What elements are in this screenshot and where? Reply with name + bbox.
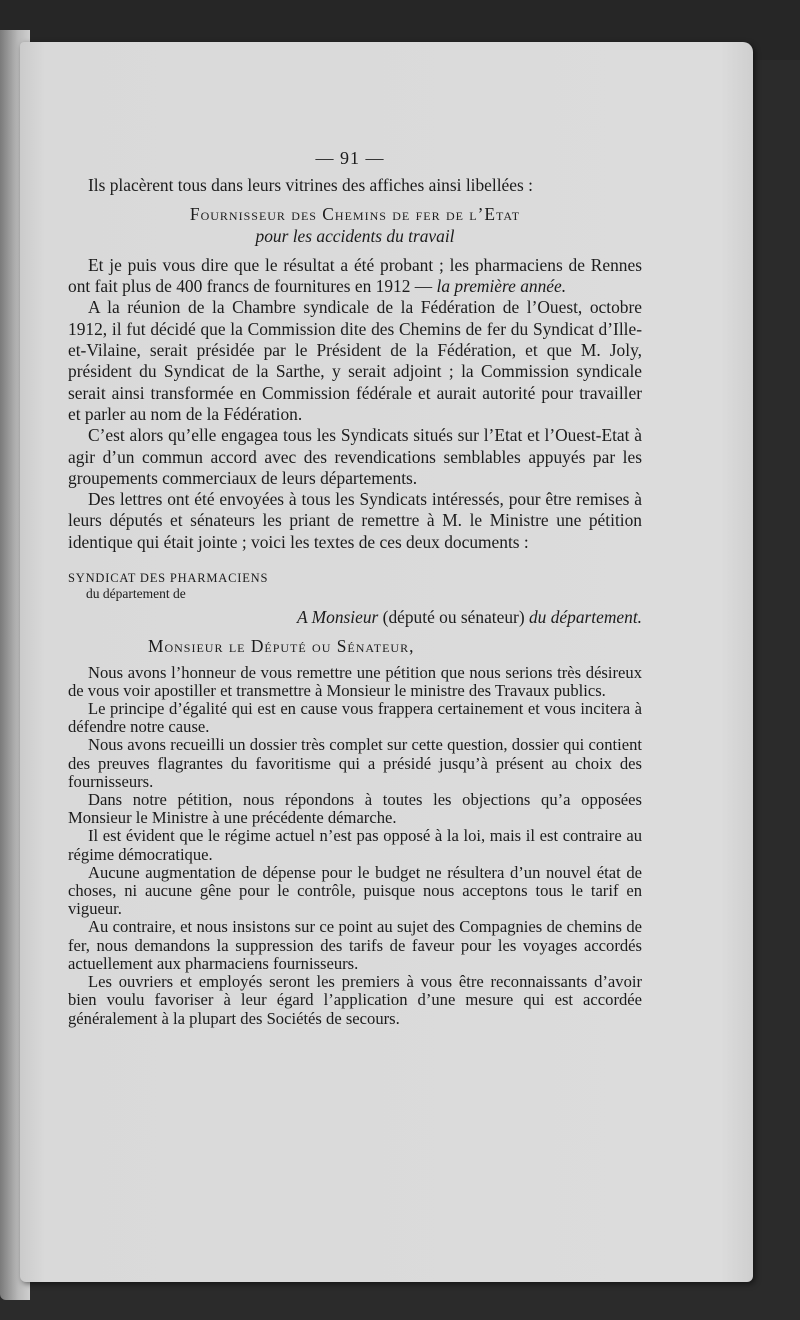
sign-heading: Fournisseur des Chemins de fer de l’Etat bbox=[189, 204, 521, 225]
letter-paragraph: Au contraire, et nous insistons sur ce point au sujet des Compagnies de chemins de fer, nous demandons la suppression des tarifs de faveur pour les voyages accordés actuellement aux pharmaciens fournisseurs. bbox=[68, 917, 642, 973]
letter-address bbox=[68, 607, 642, 628]
letter-salutation: Monsieur le Député ou Sénateur, bbox=[148, 636, 415, 657]
letter-sender bbox=[68, 571, 642, 601]
address-department: du département. bbox=[528, 607, 642, 628]
paragraph-letters: Des lettres ont été envoyées à tous les Syndicats intéressés, pour être remises à leurs députés et sénateurs les priant de remettre à M. le Ministre une pétition identique qui était jointe ; voici les textes de ces deux documents : bbox=[68, 489, 642, 552]
paragraph-meeting: A la réunion de la Chambre syndicale de la Fédération de l’Ouest, octobre 1912, il fut décidé que la Commission dite des Chemins de fer du Syndicat d’Ille-et-Vilaine, serait présidée par le Président de la Fédération, et que M. Joly, président du Syndicat de la Sarthe, y serait adjoint ; la Commission syndicale serait ainsi transformée en Commission fédérale et aurait autorité pour travailler et parler au nom de la Fédération. bbox=[68, 297, 642, 424]
book-page bbox=[20, 42, 753, 1282]
letter-paragraph: Le principe d’égalité qui est en cause vous frappera certainement et vous incitera à défendre notre cause. bbox=[68, 699, 642, 737]
paragraph-result-text: Et je puis vous dire que le résultat a été probant ; les pharmaciens de Rennes ont fait plus de 400 francs de fournitures en 1912 — bbox=[68, 254, 642, 297]
letter-paragraph: Il est évident que le régime actuel n’est pas opposé à la loi, mais il est contraire au régime démocratique. bbox=[68, 826, 642, 864]
letter-paragraph: Aucune augmentation de dépense pour le budget ne résultera d’un nouvel état de choses, ni aucune gêne pour le contrôle, puisque nous acceptons tous le tarif en vigueur. bbox=[68, 862, 642, 919]
letter-body bbox=[68, 664, 642, 1028]
paragraph-result-italic: la première année. bbox=[436, 276, 567, 297]
sign-subheading: pour les accidents du travail bbox=[255, 225, 455, 246]
letter-paragraph: Dans notre pétition, nous répondons à toutes les objections qu’a opposées Monsieur le Ministre à une précédente démarche. bbox=[68, 790, 642, 828]
intro-paragraph: Ils placèrent tous dans leurs vitrines des affiches ainsi libellées : bbox=[88, 175, 533, 195]
sender-department: du département de bbox=[86, 586, 186, 602]
paragraph-result bbox=[68, 255, 642, 298]
page-number: — 91 — bbox=[315, 148, 385, 168]
page-text bbox=[68, 175, 642, 1028]
address-role: (député ou sénateur) bbox=[378, 607, 529, 628]
address-recipient: A Monsieur bbox=[296, 607, 379, 628]
letter-paragraph: Nous avons recueilli un dossier très complet sur cette question, dossier qui contient des preuves flagrantes du favoritisme qui a présidé jusqu’à présent au choix des fournisseurs. bbox=[68, 735, 642, 791]
letter-paragraph: Les ouvriers et employés seront les premiers à vous être reconnaissants d’avoir bien voulu favoriser à leur égard l’application d’une mesure qui est accordée généralement à la plupart des Sociétés de secours. bbox=[68, 972, 642, 1028]
letter-paragraph: Nous avons l’honneur de vous remettre une pétition que nous serions très désireux de vous voir apostiller et transmettre à Monsieur le ministre des Travaux publics. bbox=[68, 662, 642, 700]
paragraph-syndicates: C’est alors qu’elle engagea tous les Syndicats situés sur l’Etat et l’Ouest-Etat à agir d’un commun accord avec des revendications semblables appuyés par les groupements commerciaux de leurs départements. bbox=[68, 425, 642, 488]
sender-syndicate: SYNDICAT DES PHARMACIENS bbox=[68, 571, 269, 586]
